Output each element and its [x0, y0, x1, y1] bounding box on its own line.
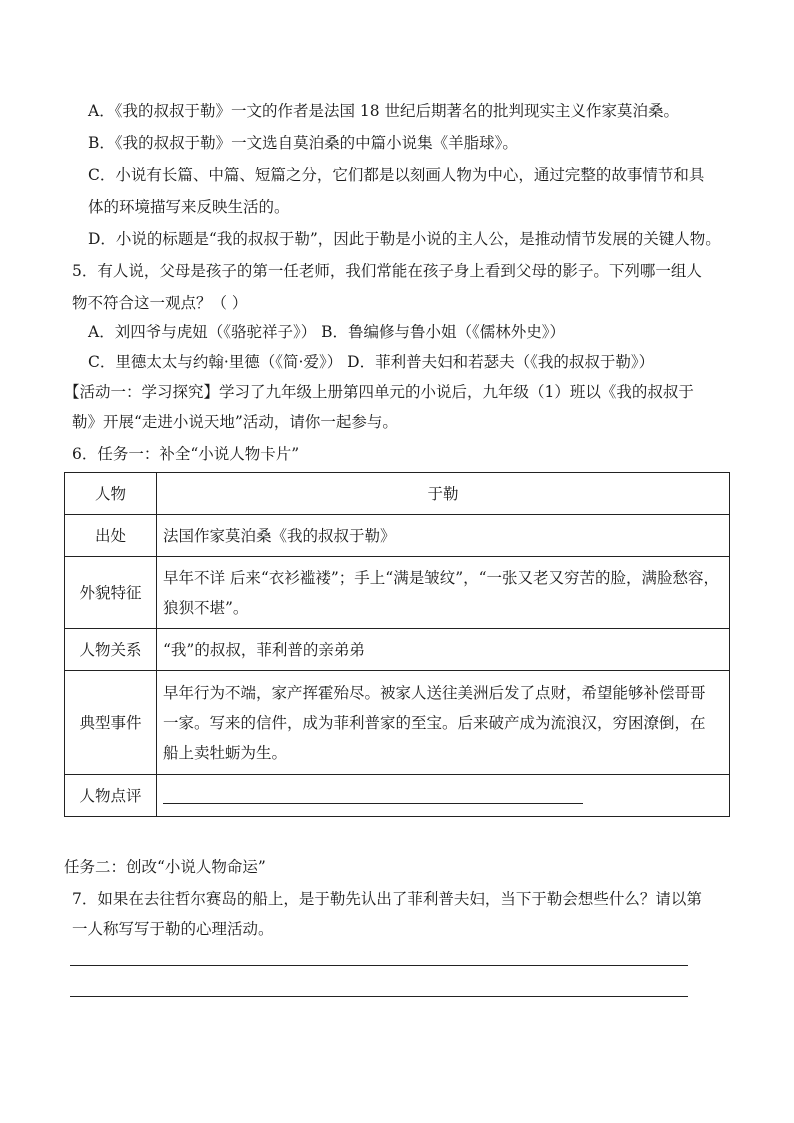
- card-header-value: 于勒: [157, 473, 730, 515]
- table-row: [65, 629, 730, 671]
- q6-title: 6．任务一：补全“小说人物卡片”: [72, 445, 300, 463]
- row-key-events: 典型事件: [65, 671, 157, 775]
- table-row: [65, 473, 730, 515]
- q5-options-line1: A．刘四爷与虎妞（《骆驼祥子》） B．鲁编修与鲁小姐（《儒林外史》）: [88, 323, 566, 341]
- table-row: [65, 775, 730, 817]
- character-card-table: [64, 472, 730, 817]
- row-key-source: 出处: [65, 515, 157, 557]
- q4-option-d: D．小说的标题是“我的叔叔于勒”，因此于勒是小说的主人公，是推动情节发展的关键人物。: [88, 230, 721, 248]
- row-value-line: 狼狈不堪”。: [163, 598, 249, 617]
- row-key-comment: 人物点评: [65, 775, 157, 817]
- q4-option-b: B．《我的叔叔于勒》一文选自莫泊桑的中篇小说集《羊脂球》。: [88, 134, 518, 152]
- row-value-relation: [157, 629, 730, 671]
- q4-option-c-line1: C．小说有长篇、中篇、短篇之分，它们都是以刻画人物为中心，通过完整的故事情节和具: [88, 166, 705, 184]
- q7-stem-line1: 7．如果在去往哲尔赛岛的船上，是于勒先认出了菲利普夫妇，当下于勒会想些什么？请以第: [72, 890, 702, 908]
- table-row: [65, 671, 730, 775]
- q4-option-a: A．《我的叔叔于勒》一文的作者是法国 18 世纪后期著名的批判现实主义作家莫泊桑。: [88, 102, 680, 120]
- row-value-line: 法国作家莫泊桑《我的叔叔于勒》: [163, 526, 396, 545]
- answer-line[interactable]: [70, 996, 688, 997]
- row-value-appearance: [157, 557, 730, 629]
- q5-stem-line2: 物不符合这一观点？（ ）: [72, 294, 248, 312]
- row-value-line: 船上卖牡蛎为生。: [163, 743, 288, 762]
- card-header-key: 人物: [65, 473, 157, 515]
- comment-answer-blank[interactable]: [163, 789, 583, 804]
- table-row: [65, 557, 730, 629]
- row-value-line: 一家。写来的信件，成为菲利普家的至宝。后来破产成为流浪汉，穷困潦倒，在: [163, 713, 706, 732]
- row-value-comment[interactable]: [157, 775, 730, 817]
- row-value-line: 早年不详 后来“衣衫褴褛”；手上“满是皱纹”，“一张又老又穷苦的脸，满脸愁容，: [163, 568, 720, 587]
- q4-option-c-line2: 体的环境描写来反映生活的。: [88, 198, 290, 216]
- table-row: [65, 515, 730, 557]
- task2-title: 任务二：创改“小说人物命运”: [64, 858, 266, 876]
- row-value-source: [157, 515, 730, 557]
- activity-intro-line1: 【活动一：学习探究】学习了九年级上册第四单元的小说后，九年级（1）班以《我的叔叔于: [64, 383, 694, 401]
- activity-intro-line2: 勒》开展“走进小说天地”活动，请你一起参与。: [72, 413, 398, 431]
- q5-stem-line1: 5．有人说，父母是孩子的第一任老师，我们常能在孩子身上看到父母的影子。下列哪一组人: [72, 262, 702, 280]
- row-value-line: “我”的叔叔，菲利普的亲弟弟: [163, 640, 365, 659]
- row-key-relation: 人物关系: [65, 629, 157, 671]
- row-value-events: [157, 671, 730, 775]
- row-key-appearance: 外貌特征: [65, 557, 157, 629]
- answer-line[interactable]: [70, 965, 688, 966]
- q7-stem-line2: 一人称写写于勒的心理活动。: [72, 920, 274, 938]
- q5-options-line2: C．里德太太与约翰·里德（《简·爱》） D．菲利普夫妇和若瑟夫（《我的叔叔于勒》）: [88, 353, 655, 371]
- row-value-line: 早年行为不端，家产挥霍殆尽。被家人送往美洲后发了点财，希望能够补偿哥哥: [163, 683, 706, 702]
